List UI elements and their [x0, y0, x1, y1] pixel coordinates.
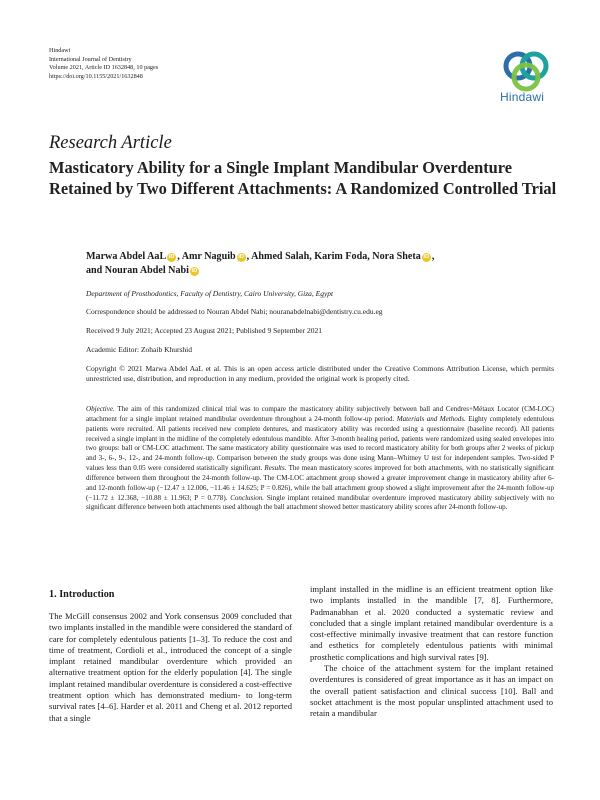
author-name[interactable]: Nora Sheta — [372, 251, 421, 262]
abstract-conclusion-label: Conclusion. — [230, 493, 265, 502]
orcid-icon[interactable]: iD — [191, 267, 198, 274]
orcid-icon[interactable]: iD — [423, 254, 430, 260]
author-list: Marwa Abdel AaL iD , Amr Naguib iD , Ahmed Salah, Karim Foda, Nora Sheta iD , and Nouran Abdel Nabi iD — [86, 251, 435, 276]
academic-editor: Academic Editor: Zohaib Khurshid — [86, 345, 193, 354]
abstract-methods: Eighty completely edentulous patients were recruited. All patients received new complete dentures, and masticatory ability was recorded using a questionnaire (baseline record). All patients received a single implant in the midline of the completely edentulous mandible. After 3-month healing period, patients were randomized using sealed envelopes into two groups: ball or CM-LOC attachment. The same masticatory ability questionnaire was used to record masticatory ability for both groups after 2 weeks of pickup and 3-, 6-, 9-, 12-, and 24-month follow-up. Comparison between the study groups was done using Mann–Whitney U test for independent samples. Two-sided P values less than 0.05 were considered statistically significant. — [86, 414, 555, 473]
abstract-results-label: Results. — [264, 464, 287, 473]
abstract-objective-label: Objective. — [86, 405, 115, 413]
body-paragraph: The choice of the attachment system for the implant retained overdentures is considered of great importance as it has an impact on the overall patient satisfaction and clinical success [10]. Ball and socket attachment is the most popular unsplinted attachment used to retain a mandibular — [310, 663, 553, 719]
copyright-notice: Copyright © 2021 Marwa Abdel AaL et al. This is an open access article distributed under the Creative Commons Attribution License, which permits unrestricted use, distribution, and reproduction in any medium, provided the original work is properly cited. — [86, 364, 554, 384]
author-name[interactable]: Karim Foda — [314, 251, 368, 262]
body-paragraph: implant installed in the midline is an efficient treatment option like two implants installed in the mandible [7, 8]. Furthermore, Padmanabhan et al. 2020 conducted a systematic review and concluded that a single implant retained mandibular overdenture is a cost-effective minimally invasive treatment that can restore function and esthetics for completely edentulous patients with minimal prosthetic complications and high survival rates [9]. — [310, 584, 553, 662]
article-type: Research Article — [49, 133, 172, 153]
author-name[interactable]: Ahmed Salah — [251, 251, 310, 262]
doi-link[interactable]: https://doi.org/10.1155/2021/1632848 — [49, 72, 143, 80]
orcid-icon[interactable]: iD — [238, 254, 245, 260]
body-column-left — [49, 611, 292, 724]
volume-line: Volume 2021, Article ID 1632848, 10 pages — [49, 64, 159, 72]
abstract-objective: The aim of this randomized clinical trial was to compare the masticatory ability subjectively between ball and Cendres+Métaux Locator (CM-LOC) attachment for a single implant retained mandibular overdenture throughout a 24-month follow-up period. — [86, 405, 554, 423]
body-column-right — [310, 584, 553, 720]
journal-info — [49, 47, 158, 81]
hindawi-logo-text: Hindawi — [500, 90, 545, 104]
journal-name: International Journal of Dentistry — [49, 55, 132, 63]
section-heading: 1. Introduction — [49, 589, 115, 600]
article-title: Masticatory Ability for a Single Implant Mandibular Overdenture Retained by Two Different Attachments: A Randomized Controlled Trial — [49, 158, 557, 198]
publisher-name: Hindawi — [49, 47, 71, 54]
body-paragraph: The McGill consensus 2002 and York consensus 2009 concluded that two implants installed in the mandible were considered the standard of care for completely edentulous patients [1–3]. To reduce the cost and time of treatment, Cordioli et al., introduced the concept of a single implant retained mandibular overdenture which provided an alternative treatment option for the elderly population [4]. The single implant retained mandibular overdenture is considered a cost-effective treatment option which has demonstrated medium- to long-term survival rates [4–6]. Harder et al. 2011 and Cheng et al. 2012 reported that a single — [49, 611, 292, 723]
abstract-results: The mean masticatory scores improved for both attachments, with no statistically significant difference between them throughout the 24-month follow-up. The CM-LOC attachment group showed a greater improvement change in masticatory ability after 6- and 12-month follow-up (−12.47 ± 12.006, −11.46 ± 14.625; P = 0.826), while the ball attachment group showed a slight improvement after the 24-month follow-up (−11.72 ± 12.368, −10.88 ± 11.963; P = 0.778). — [86, 464, 554, 502]
abstract-conclusion: Single implant retained mandibular overdenture improved masticatory ability subjectively with no significant difference between both attachments used although the ball attachment showed better masticatory ability scores after 24-month follow-up. — [86, 493, 554, 512]
author-name[interactable]: Amr Naguib — [181, 251, 236, 262]
author-name[interactable]: and Nouran Abdel Nabi — [86, 264, 189, 276]
abstract — [86, 405, 554, 513]
publication-dates: Received 9 July 2021; Accepted 23 August 2021; Published 9 September 2021 — [86, 326, 323, 335]
affiliation: Department of Prosthodontics, Faculty of Dentistry, Cairo University, Giza, Egypt — [86, 289, 334, 298]
abstract-methods-label: Materials and Methods. — [396, 414, 466, 423]
orcid-icon[interactable]: iD — [168, 254, 175, 260]
author-name[interactable]: Marwa Abdel AaL — [86, 251, 167, 262]
correspondence: Correspondence should be addressed to Nouran Abdel Nabi; nouranabdelnabi@dentistry.cu.edu.eg — [86, 307, 383, 316]
